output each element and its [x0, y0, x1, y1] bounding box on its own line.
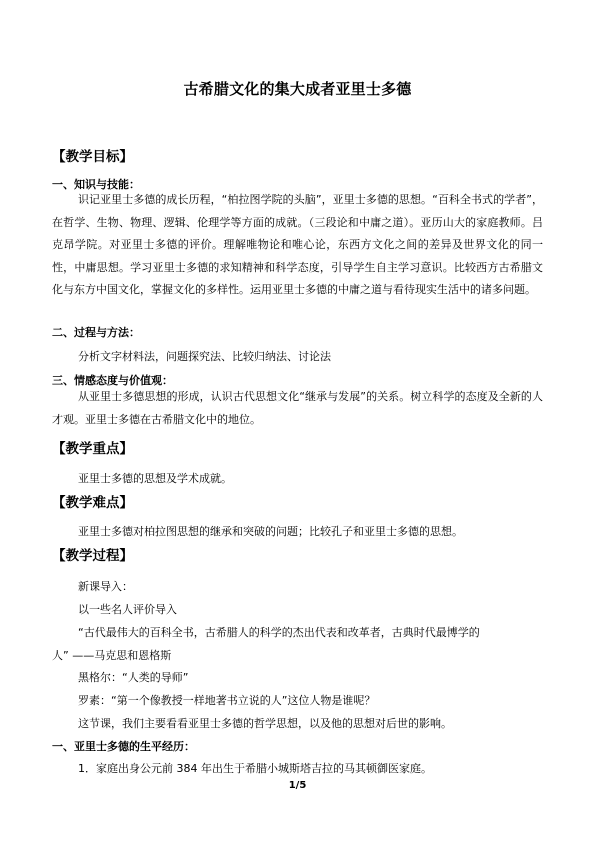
part1-heading: 一、亚里士多德的生平经历：: [52, 740, 195, 753]
quote-intro-line: 以一些名人评价导入: [78, 603, 177, 616]
knowledge-heading: 一、知识与技能：: [52, 178, 140, 191]
process-section-heading: 【教学过程】: [52, 548, 133, 564]
page-title: 古希腊文化的集大成者亚里士多德: [183, 80, 412, 98]
lesson-intro-line: 这节课，我们主要看看亚里士多德的哲学思想，以及他的思想对后世的影响。: [78, 717, 452, 730]
difficulties-heading: 【教学难点】: [52, 495, 133, 511]
quote1-line2: 人” ——马克思和恩格斯: [52, 649, 172, 662]
quote3-line: 罗素：“第一个像教授一样地著书立说的人”这位人物是谁呢？: [78, 694, 376, 707]
page-number: 1/5: [288, 780, 307, 791]
knowledge-paragraph: [52, 189, 543, 302]
intro-line: 新课导入：: [78, 580, 133, 593]
quote2-line: 黑格尔：“人类的导师”: [78, 671, 189, 684]
emotion-paragraph: [52, 386, 543, 431]
difficulties-text: 亚里士多德对柏拉图思想的继承和突破的问题；比较孔子和亚里士多德的思想。: [78, 525, 463, 538]
part1-item1: 1．家庭出身公元前 384 年出生于希腊小城斯塔吉拉的马其顿御医家庭。: [78, 762, 432, 775]
quote1-line1: “古代最伟大的百科全书，古希腊人的科学的杰出代表和改革者，古典时代最博学的: [78, 626, 480, 639]
emotion-text: 从亚里士多德思想的形成，认识古代思想文化“继承与发展”的关系。树立科学的态度及全新的人才观。亚里士多德在古希腊文化中的地位。: [52, 390, 543, 426]
emotion-heading: 三、情感态度与价值观：: [52, 374, 173, 387]
objectives-heading: 【教学目标】: [52, 149, 133, 165]
process-text: 分析文字材料法，问题探究法、比较归纳法、讨论法: [78, 350, 331, 363]
knowledge-text: 识记亚里士多德的成长历程，“柏拉图学院的头脑”，亚里士多德的思想。“百科全书式的学者”，在哲学、生物、物理、逻辑、伦理学等方面的成就。（三段论和中庸之道）。亚历山大的家庭教师。吕克昂学院。对亚里士多德的评价。理解唯物论和唯心论，东西方文化之间的差异及世界文化的同一性，中庸思想。学习亚里士多德的求知精神和科学态度，引导学生自主学习意识。比较西方古希腊文化与东方中国文化，掌握文化的多样性。运用亚里士多德的中庸之道与看待现实生活中的诸多问题。: [52, 193, 543, 296]
key-points-text: 亚里士多德的思想及学术成就。: [78, 472, 232, 485]
key-points-heading: 【教学重点】: [52, 441, 133, 457]
process-heading: 二、过程与方法：: [52, 326, 140, 339]
